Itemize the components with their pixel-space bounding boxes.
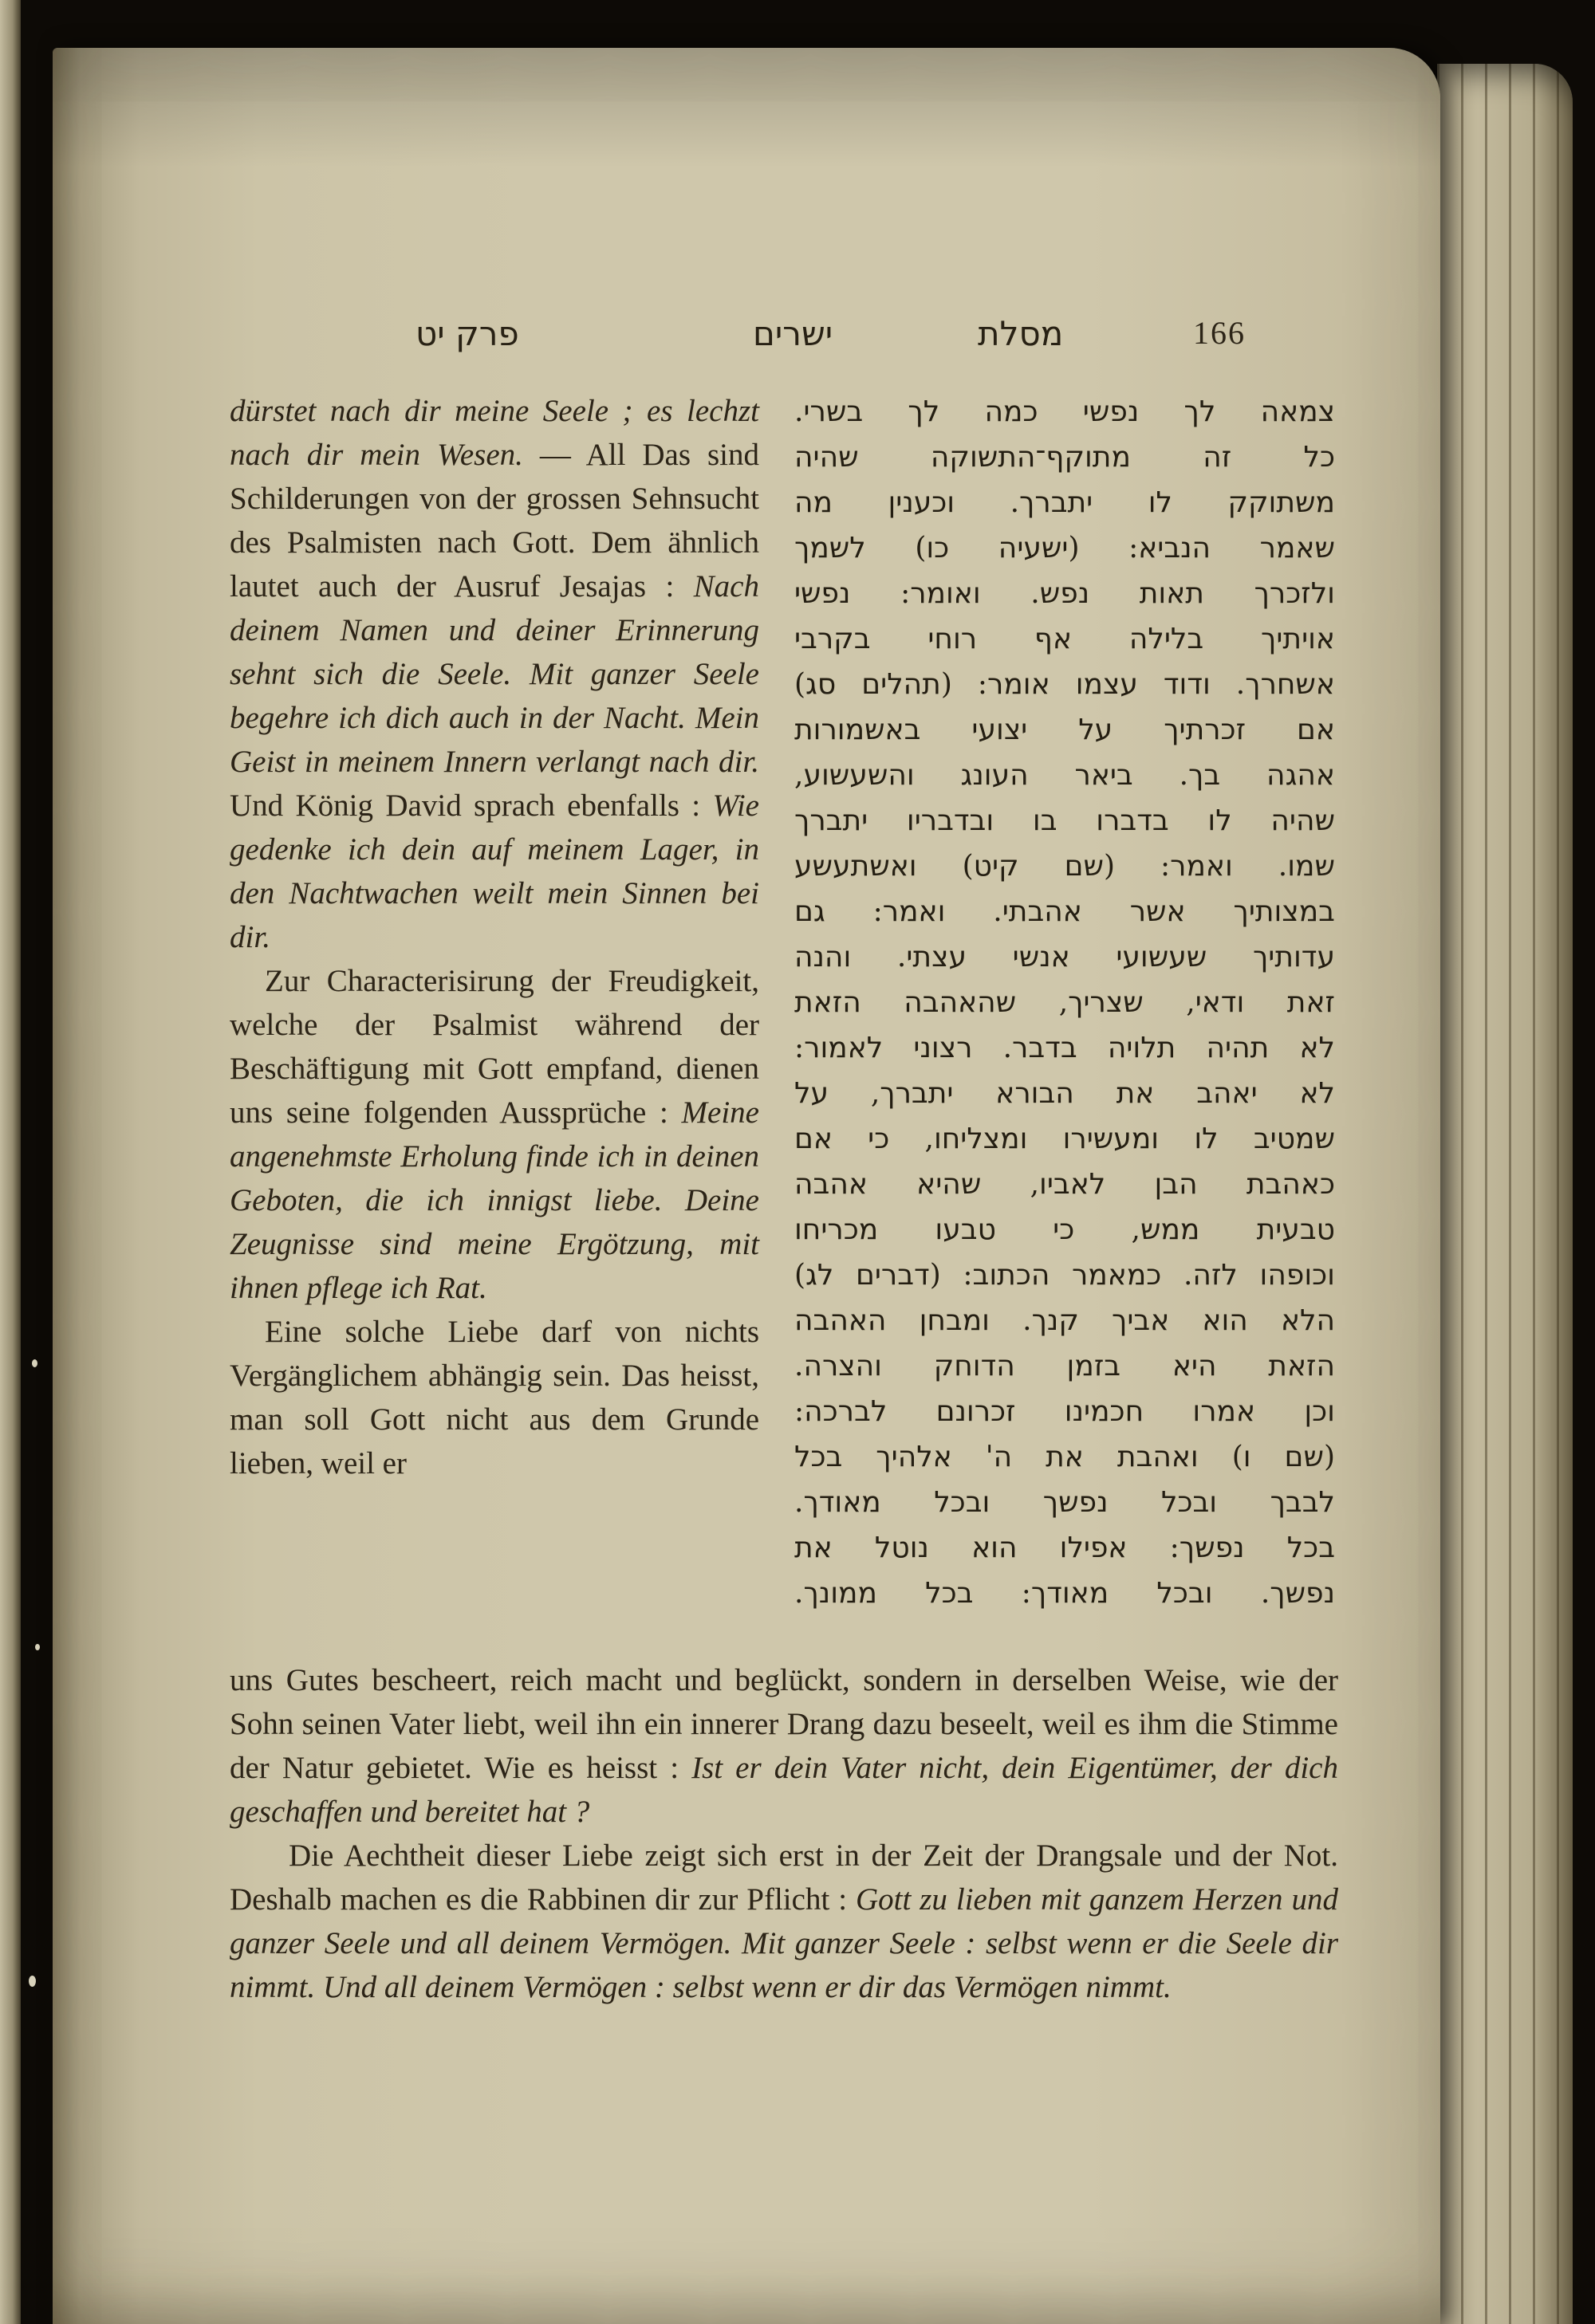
text-segment: uns Gutes bescheert, reich macht und beglückt, sondern in derselben Weise, wie der Sohn seinen Vater liebt, weil ihn ein innerer Drang dazu beseelt, weil es ihm die Stimme der Natur gebietet. Wie es heisst : <box>230 1663 1338 1785</box>
hebrew-line: שהיה לו בדברו בו ובדבריו יתברך <box>794 804 1335 837</box>
page-number: 166 <box>1193 315 1246 351</box>
hebrew-line: אם זכרתיך על יצועי באשמורות <box>794 714 1335 746</box>
page-stack-edge <box>1437 64 1573 2324</box>
two-column-text <box>230 389 1335 1616</box>
german-paragraph <box>230 959 759 1310</box>
hebrew-line: במצותיך אשר אהבתי. ואמר: גם <box>794 895 1335 928</box>
hebrew-line: (שם ו) ואהבת את ה' אלהיך בכל <box>794 1441 1335 1473</box>
german-paragraph <box>230 1834 1338 2009</box>
german-paragraph <box>230 1658 1338 1834</box>
hebrew-line: שמטיב לו ומעשירו ומצליחו, כי אם <box>794 1123 1335 1155</box>
photo-speck <box>35 1644 40 1650</box>
german-paragraph <box>230 1310 759 1485</box>
hebrew-line: משתוקק לו יתברך. וכענין מה <box>794 486 1335 519</box>
hebrew-line: צמאה לך נפשי כמה לך בשרי. <box>794 395 1335 428</box>
chapter-label: פרק יט <box>415 314 519 353</box>
photo-speck <box>29 1976 36 1987</box>
text-segment: — All Das sind Schilderungen von der grossen Sehnsucht des Psalmisten nach Gott. Dem ähnlich lautet auch der Ausruf Jesajas : <box>230 438 759 604</box>
hebrew-line: אהגה בך. ביאר העונג והשעשוע, <box>794 759 1335 792</box>
book-title-word-2: ישרים <box>753 314 833 353</box>
hebrew-line: כאהבת הבן לאביו, שהיא אהבה <box>794 1168 1335 1201</box>
scanned-page <box>53 48 1440 2324</box>
full-width-text <box>230 1658 1338 2009</box>
hebrew-line: בכל נפשך: אפילו הוא נוטל את <box>794 1532 1335 1564</box>
hebrew-line: נפשך. ובכל מאודך: בכל ממונך. <box>794 1577 1335 1610</box>
hebrew-line: שאמר הנביא: (ישעיה כו) לשמך <box>794 532 1335 564</box>
text-segment: dürstet nach dir meine Seele ; es lechzt nach dir mein Wesen. <box>230 394 759 472</box>
hebrew-line: שמו. ואמר: (שם קיט) ואשתעשע <box>794 850 1335 883</box>
text-segment: Meine angenehmste Erholung finde ich in deinen Geboten, die ich innigst liebe. Deine Zeugnisse sind meine Ergötzung, mit ihnen pflege ich Rat. <box>230 1095 759 1305</box>
hebrew-line: הזאת היא בזמן הדוחק והצרה. <box>794 1350 1335 1382</box>
hebrew-line: וכופהו לזה. כמאמר הכתוב: (דברים לג) <box>794 1259 1335 1292</box>
hebrew-line: טבעית ממש, כי טבעו מכריחו <box>794 1213 1335 1246</box>
hebrew-line: כל זה מתוקף־התשוקה שהיה <box>794 441 1335 474</box>
hebrew-line: לבבך ובכל נפשך ובכל מאודך. <box>794 1486 1335 1519</box>
text-segment: Eine solche Liebe darf von nichts Vergänglichem abhängig sein. Das heisst, man soll Gott nicht aus dem Grunde lieben, weil er <box>230 1315 759 1481</box>
hebrew-column <box>794 389 1335 1616</box>
text-segment: Zur Characterisirung der Freudigkeit, welche der Psalmist während der Beschäftigung mit Gott empfand, dienen uns seine folgenden Aussprüche : <box>230 964 759 1130</box>
text-segment: Wie gedenke ich dein auf meinem Lager, in den Nachtwachen weilt mein Sinnen bei dir. <box>230 788 759 954</box>
hebrew-line: זאת ודאי, שצריך, שהאהבה הזאת <box>794 986 1335 1019</box>
book-title-word-1: מסלת <box>978 314 1064 353</box>
opposite-page-edge <box>0 0 21 2324</box>
hebrew-line: ולזכרך תאות נפש. ואומר: נפשי <box>794 577 1335 610</box>
hebrew-line: עדותיך שעשועי אנשי עצתי. והנה <box>794 941 1335 973</box>
hebrew-line: לא תהיה תלויה בדבר. רצוני לאמור: <box>794 1032 1335 1064</box>
hebrew-line: וכן אמרו חכמינו זכרונם לברכה: <box>794 1395 1335 1428</box>
hebrew-line: לא יאהב את הבורא יתברך, על <box>794 1077 1335 1110</box>
photo-speck <box>32 1359 37 1367</box>
text-segment: Ist er dein Vater nicht, dein Eigentümer, der dich geschaffen und bereitet hat ? <box>230 1751 1338 1829</box>
hebrew-line: אויתיך בלילה אף רוחי בקרבי <box>794 623 1335 655</box>
german-paragraph <box>230 389 759 959</box>
german-column <box>230 389 759 1485</box>
text-segment: Gott zu lieben mit ganzem Herzen und ganzer Seele und all deinem Vermögen. Mit ganzer Seele : selbst wenn er die Seele dir nimmt. Und all deinem Vermögen : selbst wenn er dir das Vermögen nimmt. <box>230 1882 1338 2004</box>
hebrew-line: אשחרך. ודוד עצמו אומר: (תהלים סג) <box>794 668 1335 701</box>
hebrew-line: הלא הוא אביך קנך. ומבחן האהבה <box>794 1304 1335 1337</box>
text-segment: Nach deinem Namen und deiner Erinnerung sehnt sich die Seele. Mit ganzer Seele begehre ich dich auch in der Nacht. Mein Geist in meinem Innern verlangt nach dir. <box>230 569 759 779</box>
text-segment: Und König David sprach ebenfalls : <box>230 788 713 823</box>
text-segment: Die Aechtheit dieser Liebe zeigt sich erst in der Zeit der Drangsale und der Not. Deshalb machen es die Rabbinen dir zur Pflicht : <box>230 1838 1338 1917</box>
